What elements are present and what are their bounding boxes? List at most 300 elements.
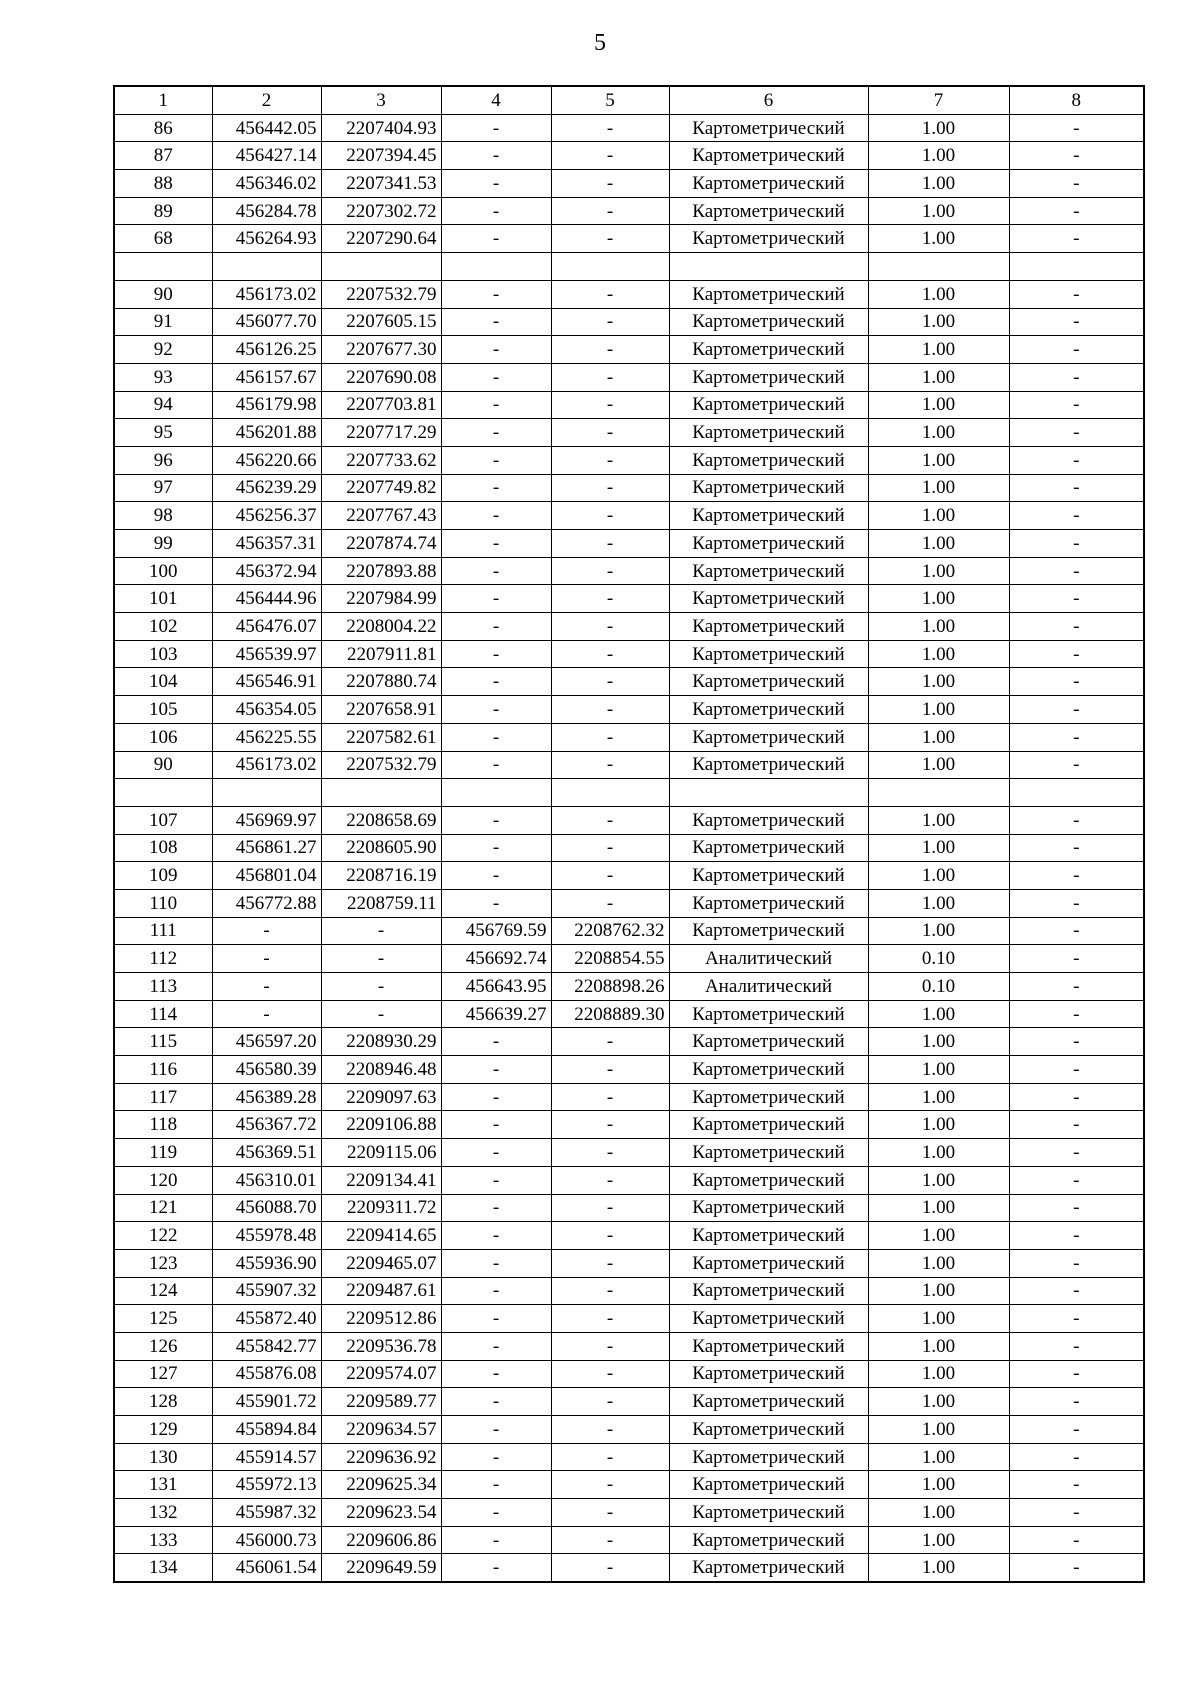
table-cell: -	[551, 1360, 669, 1388]
table-cell: -	[551, 696, 669, 724]
table-cell: -	[551, 1249, 669, 1277]
table-cell: 1.00	[868, 668, 1009, 696]
table-row	[114, 973, 1144, 1001]
table-cell: Картометрический	[669, 1471, 868, 1499]
table-row	[114, 751, 1144, 779]
table-cell: Картометрический	[669, 1526, 868, 1554]
table-cell: 456000.73	[212, 1526, 321, 1554]
table-cell: 2207703.81	[321, 391, 441, 419]
table-cell: 456367.72	[212, 1111, 321, 1139]
table-cell: -	[551, 723, 669, 751]
table-cell: -	[1009, 336, 1144, 364]
table-row	[114, 917, 1144, 945]
table-cell: 456389.28	[212, 1083, 321, 1111]
table-cell: 456346.02	[212, 170, 321, 198]
table-cell: -	[441, 1416, 551, 1444]
table-cell: 2207532.79	[321, 751, 441, 779]
table-cell: 118	[114, 1111, 212, 1139]
table-row	[114, 1083, 1144, 1111]
table-cell: -	[1009, 225, 1144, 253]
table-cell	[441, 779, 551, 807]
table-cell: Картометрический	[669, 530, 868, 558]
table-cell	[669, 779, 868, 807]
table-cell: -	[1009, 973, 1144, 1001]
table-cell: Картометрический	[669, 446, 868, 474]
table-cell: Картометрический	[669, 834, 868, 862]
table-cell: 119	[114, 1139, 212, 1167]
table-cell: 456861.27	[212, 834, 321, 862]
table-cell: -	[551, 530, 669, 558]
table-cell	[868, 779, 1009, 807]
table-cell: -	[441, 862, 551, 890]
table-cell: 1.00	[868, 1194, 1009, 1222]
table-row	[114, 1526, 1144, 1554]
table-cell: -	[551, 1139, 669, 1167]
header-cell: 5	[551, 86, 669, 114]
table-cell: 455936.90	[212, 1249, 321, 1277]
table-cell: 133	[114, 1526, 212, 1554]
table-cell: 2208658.69	[321, 806, 441, 834]
table-cell: -	[551, 225, 669, 253]
table-cell: 456597.20	[212, 1028, 321, 1056]
table-cell: -	[551, 557, 669, 585]
table-cell: -	[441, 336, 551, 364]
table-cell: 456639.27	[441, 1000, 551, 1028]
table-cell: 1.00	[868, 1139, 1009, 1167]
header-cell: 8	[1009, 86, 1144, 114]
table-cell: Картометрический	[669, 1416, 868, 1444]
table-cell: Картометрический	[669, 308, 868, 336]
table-cell: 1.00	[868, 696, 1009, 724]
table-cell: -	[441, 1554, 551, 1582]
table-cell: 2207893.88	[321, 557, 441, 585]
table-cell: Картометрический	[669, 1360, 868, 1388]
table-cell: -	[441, 1083, 551, 1111]
table-cell: 2209134.41	[321, 1166, 441, 1194]
table-cell: 1.00	[868, 806, 1009, 834]
table-cell: Картометрический	[669, 889, 868, 917]
table-cell: 2207677.30	[321, 336, 441, 364]
table-row	[114, 253, 1144, 281]
table-cell: -	[441, 557, 551, 585]
table-row	[114, 557, 1144, 585]
table-cell: -	[551, 170, 669, 198]
table-cell: 456643.95	[441, 973, 551, 1001]
table-cell: -	[551, 308, 669, 336]
table-cell: -	[441, 170, 551, 198]
table-cell: Картометрический	[669, 668, 868, 696]
table-cell: -	[1009, 1526, 1144, 1554]
table-cell: -	[441, 889, 551, 917]
table-cell: -	[212, 945, 321, 973]
table-cell: 126	[114, 1332, 212, 1360]
table-cell: Картометрический	[669, 502, 868, 530]
table-cell: 101	[114, 585, 212, 613]
table-cell: -	[441, 419, 551, 447]
table-row	[114, 142, 1144, 170]
table-cell: 2208946.48	[321, 1056, 441, 1084]
table-cell: 111	[114, 917, 212, 945]
table-cell: 2209606.86	[321, 1526, 441, 1554]
table-cell: 2209512.86	[321, 1305, 441, 1333]
table-cell: 92	[114, 336, 212, 364]
table-cell: 123	[114, 1249, 212, 1277]
table-cell: 109	[114, 862, 212, 890]
table-cell: -	[551, 1305, 669, 1333]
table-cell: 1.00	[868, 336, 1009, 364]
table-cell: Картометрический	[669, 1388, 868, 1416]
table-cell: -	[551, 834, 669, 862]
table-cell: 2207290.64	[321, 225, 441, 253]
table-row	[114, 723, 1144, 751]
table-cell: -	[441, 1277, 551, 1305]
table-cell	[1009, 779, 1144, 807]
table-cell: 2208716.19	[321, 862, 441, 890]
table-cell: -	[441, 668, 551, 696]
table-cell: Аналитический	[669, 945, 868, 973]
table-cell: -	[1009, 1416, 1144, 1444]
table-cell: 104	[114, 668, 212, 696]
table-cell: 1.00	[868, 197, 1009, 225]
table-cell: -	[1009, 723, 1144, 751]
table-cell: 124	[114, 1277, 212, 1305]
table-cell: 97	[114, 474, 212, 502]
table-cell: 456444.96	[212, 585, 321, 613]
table-cell: 2208759.11	[321, 889, 441, 917]
table-cell: -	[551, 1471, 669, 1499]
table-cell: 98	[114, 502, 212, 530]
table-body	[114, 114, 1144, 1582]
table-row	[114, 530, 1144, 558]
table-cell: -	[441, 446, 551, 474]
table-row	[114, 1499, 1144, 1527]
table-cell: 2209574.07	[321, 1360, 441, 1388]
table-cell: 455978.48	[212, 1222, 321, 1250]
table-cell: -	[551, 1028, 669, 1056]
table-cell: 1.00	[868, 1000, 1009, 1028]
table-cell: 2207984.99	[321, 585, 441, 613]
table-cell: Картометрический	[669, 114, 868, 142]
table-cell: -	[441, 585, 551, 613]
table-cell: 456969.97	[212, 806, 321, 834]
table-cell: 2207911.81	[321, 640, 441, 668]
table-row	[114, 1056, 1144, 1084]
table-cell: -	[441, 1471, 551, 1499]
table-cell: 2207874.74	[321, 530, 441, 558]
table-cell: -	[1009, 1028, 1144, 1056]
table-cell: -	[441, 530, 551, 558]
table-cell: -	[1009, 1166, 1144, 1194]
table-cell: 455907.32	[212, 1277, 321, 1305]
table-cell: Картометрический	[669, 225, 868, 253]
table-cell: Картометрический	[669, 557, 868, 585]
table-cell: 1.00	[868, 862, 1009, 890]
table-cell: 1.00	[868, 1499, 1009, 1527]
table-cell: -	[551, 1332, 669, 1360]
table-cell: 2207404.93	[321, 114, 441, 142]
table-cell: -	[1009, 1277, 1144, 1305]
table-cell: 1.00	[868, 1526, 1009, 1554]
table-cell: -	[1009, 640, 1144, 668]
table-cell: 102	[114, 613, 212, 641]
table-cell	[212, 779, 321, 807]
table-cell: 95	[114, 419, 212, 447]
table-cell: Картометрический	[669, 1111, 868, 1139]
table-cell: -	[1009, 1471, 1144, 1499]
table-cell: -	[1009, 1222, 1144, 1250]
table-cell: Картометрический	[669, 1000, 868, 1028]
table-cell: 456201.88	[212, 419, 321, 447]
table-cell: -	[441, 1111, 551, 1139]
table-cell: 2207341.53	[321, 170, 441, 198]
table-cell: -	[551, 446, 669, 474]
table-cell	[669, 253, 868, 281]
table-cell: Картометрический	[669, 336, 868, 364]
table-cell: 1.00	[868, 308, 1009, 336]
table-cell: Картометрический	[669, 1166, 868, 1194]
table-cell: -	[551, 585, 669, 613]
table-cell: -	[441, 308, 551, 336]
table-cell: -	[441, 696, 551, 724]
table-cell: 87	[114, 142, 212, 170]
table-cell: 1.00	[868, 585, 1009, 613]
table-row	[114, 114, 1144, 142]
table-cell: -	[551, 889, 669, 917]
table-cell: 1.00	[868, 1332, 1009, 1360]
table-cell: 1.00	[868, 391, 1009, 419]
table-cell: -	[551, 751, 669, 779]
table-row	[114, 336, 1144, 364]
table-cell: -	[551, 1443, 669, 1471]
table-cell: -	[551, 1166, 669, 1194]
table-row	[114, 1249, 1144, 1277]
table-cell: -	[1009, 391, 1144, 419]
table-cell: 456476.07	[212, 613, 321, 641]
table-cell: 1.00	[868, 557, 1009, 585]
table-cell: 1.00	[868, 280, 1009, 308]
table-cell: -	[441, 142, 551, 170]
table-cell: 2208605.90	[321, 834, 441, 862]
table-cell: -	[551, 391, 669, 419]
table-cell: 116	[114, 1056, 212, 1084]
table-row	[114, 585, 1144, 613]
table-cell: 1.00	[868, 1416, 1009, 1444]
table-row	[114, 668, 1144, 696]
table-row	[114, 1416, 1144, 1444]
table-row	[114, 640, 1144, 668]
table-cell: 2208889.30	[551, 1000, 669, 1028]
table-cell: 68	[114, 225, 212, 253]
table-cell	[868, 253, 1009, 281]
table-cell: 1.00	[868, 1388, 1009, 1416]
table-cell: Картометрический	[669, 585, 868, 613]
table-cell: Аналитический	[669, 973, 868, 1001]
table-cell: -	[551, 474, 669, 502]
table-cell: 456692.74	[441, 945, 551, 973]
table-cell: 115	[114, 1028, 212, 1056]
table-cell: 456239.29	[212, 474, 321, 502]
table-cell: 93	[114, 363, 212, 391]
table-row	[114, 1305, 1144, 1333]
table-cell: Картометрический	[669, 806, 868, 834]
table-row	[114, 225, 1144, 253]
table-cell: Картометрический	[669, 1194, 868, 1222]
table-cell: Картометрический	[669, 391, 868, 419]
table-cell: 2209106.88	[321, 1111, 441, 1139]
table-cell: 2208898.26	[551, 973, 669, 1001]
table-cell: 1.00	[868, 1166, 1009, 1194]
table-cell: 2209649.59	[321, 1554, 441, 1582]
table-cell: -	[551, 114, 669, 142]
table-cell: 2209465.07	[321, 1249, 441, 1277]
table-cell: 1.00	[868, 613, 1009, 641]
table-cell: Картометрический	[669, 696, 868, 724]
table-cell: -	[441, 1499, 551, 1527]
header-cell: 1	[114, 86, 212, 114]
table-cell: Картометрический	[669, 419, 868, 447]
table-cell: 1.00	[868, 474, 1009, 502]
table-cell: 455914.57	[212, 1443, 321, 1471]
table-cell: 456539.97	[212, 640, 321, 668]
table-cell: Картометрический	[669, 170, 868, 198]
table-row	[114, 363, 1144, 391]
table-cell: Картометрический	[669, 1332, 868, 1360]
table-cell: 1.00	[868, 1305, 1009, 1333]
table-cell: 1.00	[868, 363, 1009, 391]
table-cell: 2209636.92	[321, 1443, 441, 1471]
table-cell: -	[441, 502, 551, 530]
table-cell: -	[1009, 170, 1144, 198]
table-cell: -	[1009, 613, 1144, 641]
table-cell: -	[1009, 557, 1144, 585]
table-cell: 100	[114, 557, 212, 585]
table-cell: Картометрический	[669, 1083, 868, 1111]
table-row	[114, 502, 1144, 530]
table-cell: -	[1009, 1360, 1144, 1388]
table-cell: 2207749.82	[321, 474, 441, 502]
table-cell: -	[551, 1499, 669, 1527]
table-cell: -	[441, 613, 551, 641]
table-cell: -	[1009, 1083, 1144, 1111]
table-row	[114, 1194, 1144, 1222]
table-cell: 1.00	[868, 1111, 1009, 1139]
table-cell: -	[551, 197, 669, 225]
table-cell	[114, 779, 212, 807]
table-cell: 114	[114, 1000, 212, 1028]
table-cell: 1.00	[868, 917, 1009, 945]
table-cell: Картометрический	[669, 142, 868, 170]
table-cell: 456225.55	[212, 723, 321, 751]
header-cell: 4	[441, 86, 551, 114]
table-row	[114, 613, 1144, 641]
table-cell: 1.00	[868, 889, 1009, 917]
table-row	[114, 1166, 1144, 1194]
table-cell: 456220.66	[212, 446, 321, 474]
table-cell: 1.00	[868, 1028, 1009, 1056]
table-cell: 456427.14	[212, 142, 321, 170]
table-cell	[551, 779, 669, 807]
table-cell: 2209625.34	[321, 1471, 441, 1499]
table-cell: -	[551, 1083, 669, 1111]
header-cell: 6	[669, 86, 868, 114]
table-cell: -	[1009, 1000, 1144, 1028]
table-cell: -	[551, 363, 669, 391]
table-row	[114, 1471, 1144, 1499]
table-cell: Картометрический	[669, 1443, 868, 1471]
table-cell: -	[1009, 1554, 1144, 1582]
table-cell: 456179.98	[212, 391, 321, 419]
table-cell: 88	[114, 170, 212, 198]
table-cell: 1.00	[868, 640, 1009, 668]
table-cell: 2209097.63	[321, 1083, 441, 1111]
table-cell: -	[1009, 1388, 1144, 1416]
table-cell: 1.00	[868, 1443, 1009, 1471]
table-cell: 2209634.57	[321, 1416, 441, 1444]
table-cell: 125	[114, 1305, 212, 1333]
table-cell: 2209311.72	[321, 1194, 441, 1222]
table-cell: 456157.67	[212, 363, 321, 391]
table-row	[114, 1222, 1144, 1250]
table-row	[114, 889, 1144, 917]
table-row	[114, 391, 1144, 419]
table-cell: -	[551, 1554, 669, 1582]
table-cell	[212, 253, 321, 281]
table-cell: -	[321, 973, 441, 1001]
table-cell: 455876.08	[212, 1360, 321, 1388]
table-cell: -	[1009, 806, 1144, 834]
table-cell: 1.00	[868, 1056, 1009, 1084]
table-cell: 1.00	[868, 723, 1009, 751]
table-cell: 0.10	[868, 945, 1009, 973]
table-cell: 128	[114, 1388, 212, 1416]
table-cell: 2209589.77	[321, 1388, 441, 1416]
table-row	[114, 170, 1144, 198]
table-cell: Картометрический	[669, 613, 868, 641]
table-cell: -	[441, 1249, 551, 1277]
table-row	[114, 1139, 1144, 1167]
page-number: 5	[594, 30, 606, 56]
table-cell: 127	[114, 1360, 212, 1388]
table-cell: 1.00	[868, 834, 1009, 862]
table-cell: -	[551, 280, 669, 308]
table-cell: -	[551, 502, 669, 530]
table-row	[114, 834, 1144, 862]
table-cell: -	[441, 114, 551, 142]
table-cell: 455894.84	[212, 1416, 321, 1444]
table-cell: -	[441, 1443, 551, 1471]
table-cell: 120	[114, 1166, 212, 1194]
table-cell: 1.00	[868, 1083, 1009, 1111]
table-cell: 2209536.78	[321, 1332, 441, 1360]
table-cell: -	[1009, 1139, 1144, 1167]
table-cell: -	[551, 1277, 669, 1305]
table-cell: 91	[114, 308, 212, 336]
table-cell: 90	[114, 280, 212, 308]
table-cell: -	[551, 1222, 669, 1250]
table-cell: -	[441, 1222, 551, 1250]
table-cell: -	[1009, 446, 1144, 474]
table-cell: 455901.72	[212, 1388, 321, 1416]
table-cell: 456077.70	[212, 308, 321, 336]
table-cell: 456769.59	[441, 917, 551, 945]
table-cell: Картометрический	[669, 862, 868, 890]
table-cell: 1.00	[868, 225, 1009, 253]
table-cell: -	[551, 1388, 669, 1416]
table-cell: 456173.02	[212, 751, 321, 779]
table-cell: -	[441, 806, 551, 834]
table-row	[114, 280, 1144, 308]
table-cell: 132	[114, 1499, 212, 1527]
